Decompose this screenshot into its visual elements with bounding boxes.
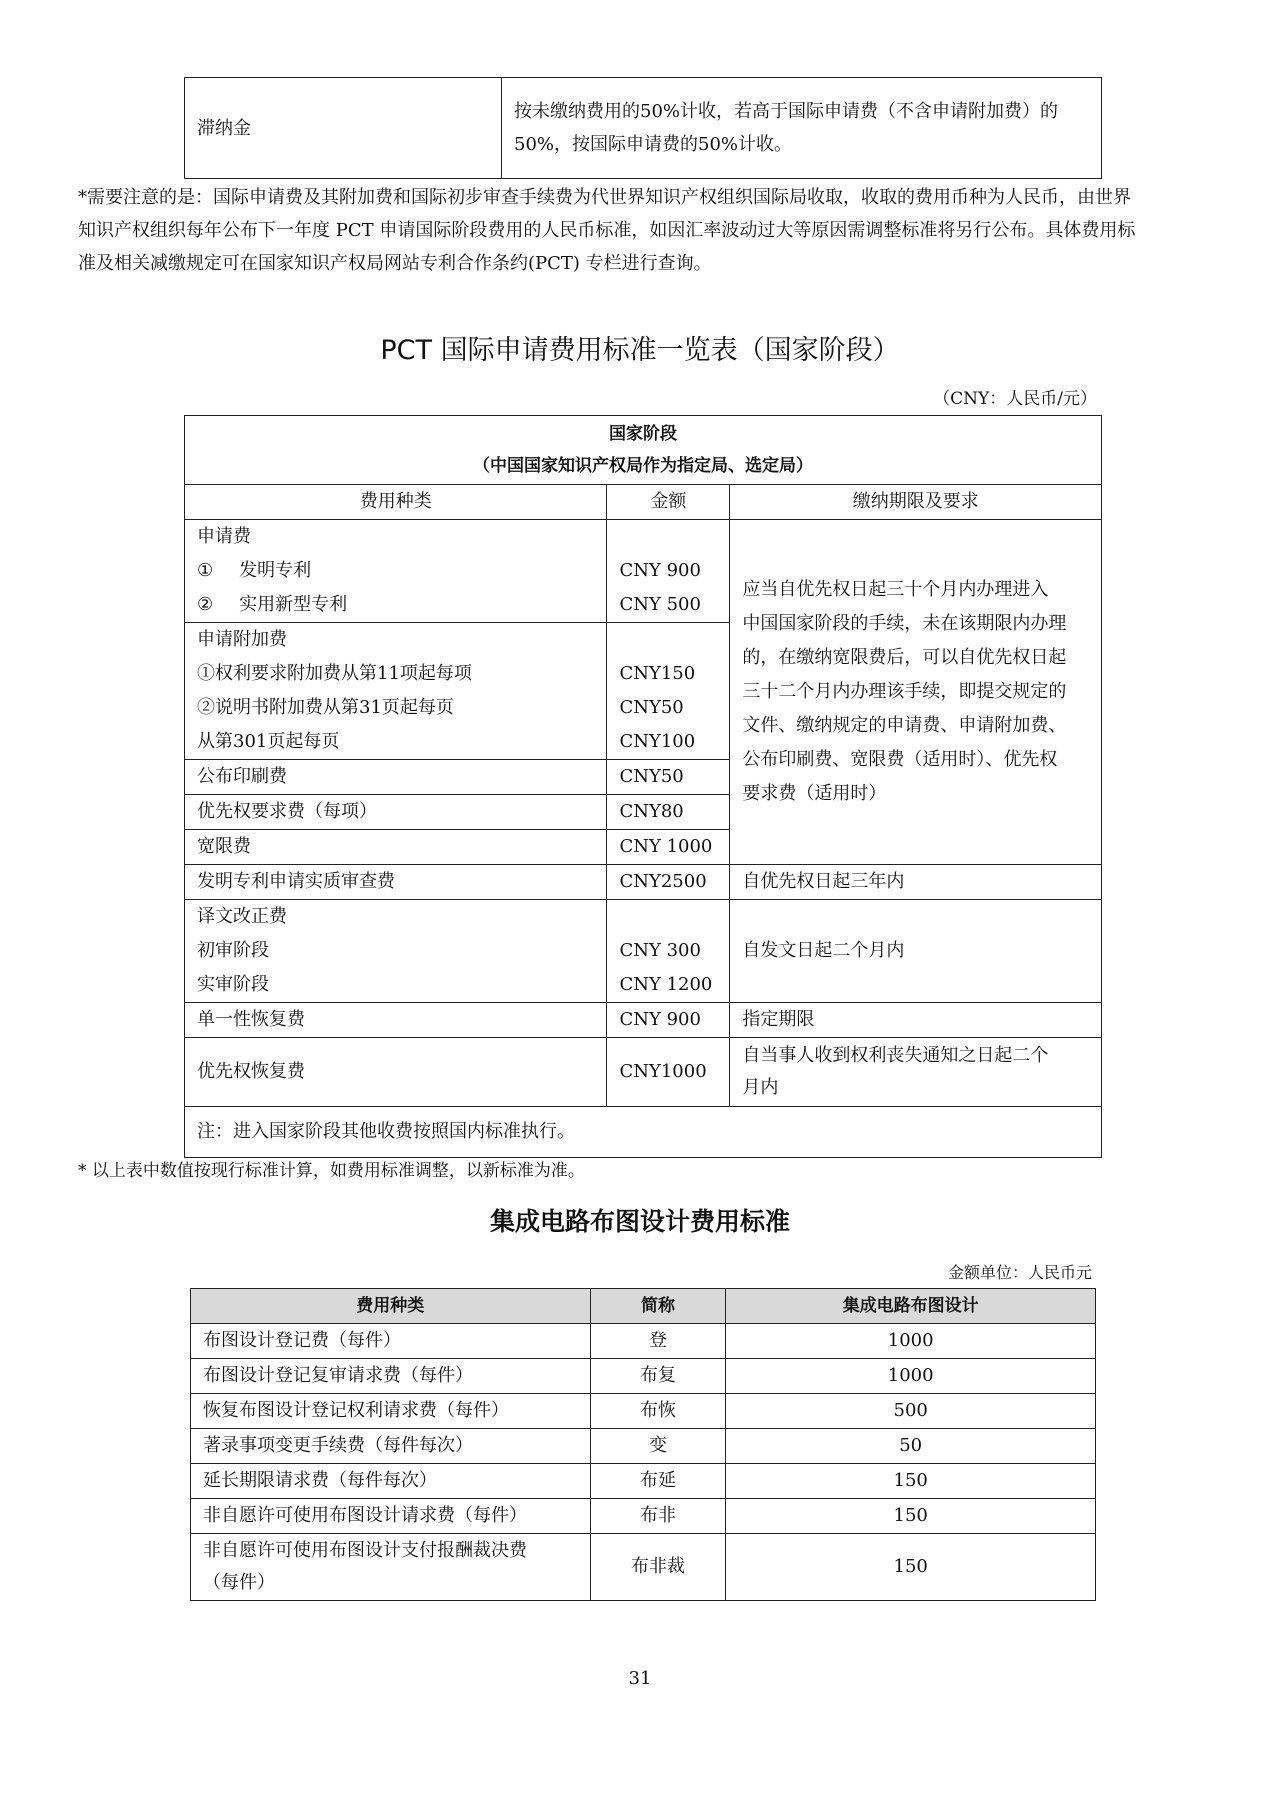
application-fee-cell	[185, 520, 607, 623]
translation-fee-cell	[185, 900, 607, 1003]
fee-abbr: 登	[590, 1324, 726, 1359]
header-amount: 金额	[607, 485, 730, 520]
note-line: 准及相关减缴规定可在国家知识产权局网站专利合作条约(PCT) 专栏进行查询。	[78, 253, 712, 274]
table-title-line2: （中国国家知识产权局作为指定局、选定局）	[473, 456, 813, 476]
note-line: 知识产权组织每年公布下一年度 PCT 申请国际阶段费用的人民币标准，如因汇率波动过大等原因需调整标准将另行公布。具体费用标	[78, 220, 1136, 241]
amount: CNY100	[619, 731, 696, 752]
table-row	[185, 78, 1102, 179]
fee-name: 著录事项变更手续费（每件每次）	[191, 1429, 591, 1464]
grace-fee-name: 宽限费	[185, 830, 607, 865]
priority-fee-name: 优先权要求费（每项）	[185, 795, 607, 830]
table-row	[191, 1429, 1096, 1464]
header-deadline: 缴纳期限及要求	[730, 485, 1102, 520]
fee-note-paragraph	[78, 181, 1210, 280]
table-note: 注：进入国家阶段其他收费按照国内标准执行。	[185, 1107, 1102, 1158]
table-row	[191, 1324, 1096, 1359]
item-number: ②	[197, 594, 214, 615]
fee-abbr: 布复	[590, 1359, 726, 1394]
header-ic-design: 集成电路布图设计	[726, 1289, 1096, 1324]
priority-restore-fee-deadline	[730, 1038, 1102, 1107]
fee-name: 非自愿许可使用布图设计请求费（每件）	[191, 1499, 591, 1534]
header-fee-type: 费用种类	[191, 1289, 591, 1324]
table-row	[185, 865, 1102, 900]
late-fee-desc-line2: 50%，按国际申请费的50%计收。	[514, 134, 793, 155]
item-name: ②说明书附加费从第31页起每页	[197, 697, 454, 718]
restore-fee-name: 单一性恢复费	[185, 1003, 607, 1038]
late-fee-description	[502, 78, 1102, 179]
item-number: ①	[197, 560, 214, 581]
table-title-row	[185, 416, 1102, 485]
deadline-line: 要求费（适用时）	[742, 783, 887, 804]
additional-fee-amounts	[607, 623, 730, 760]
table-row	[185, 1038, 1102, 1107]
pct-unit-label: （CNY：人民币/元）	[933, 389, 1097, 409]
fee-amount: 150	[726, 1499, 1096, 1534]
ic-section-title: 集成电路布图设计费用标准	[489, 1207, 790, 1236]
national-phase-deadline	[730, 520, 1102, 865]
deadline-line: 中国国家阶段的手续，未在该期限内办理	[742, 613, 1067, 634]
translation-fee-deadline: 自发文日起二个月内	[730, 900, 1102, 1003]
deadline-line: 公布印刷费、宽限费（适用时）、优先权	[742, 749, 1058, 770]
fee-name-line: （每件）	[203, 1572, 275, 1593]
grace-fee-amount: CNY 1000	[607, 830, 730, 865]
publication-fee-amount: CNY50	[607, 760, 730, 795]
fee-amount: 500	[726, 1394, 1096, 1429]
amount: CNY 500	[619, 594, 701, 615]
late-fee-desc-line1: 按未缴纳费用的50%计收，若高于国际申请费（不含申请附加费）的	[514, 101, 1059, 122]
late-fee-label: 滞纳金	[185, 78, 502, 179]
restore-fee-amount: CNY 900	[607, 1003, 730, 1038]
deadline-line: 自当事人收到权利丧失通知之日起二个	[742, 1045, 1049, 1066]
publication-fee-name: 公布印刷费	[185, 760, 607, 795]
priority-restore-fee-name: 优先权恢复费	[185, 1038, 607, 1107]
fee-abbr: 布恢	[590, 1394, 726, 1429]
amount: CNY150	[619, 663, 696, 684]
header-fee-type: 费用种类	[185, 485, 607, 520]
note-line: *需要注意的是：国际申请费及其附加费和国际初步审查手续费为代世界知识产权组织国际局收取，收取的费用币种为人民币，由世界	[78, 187, 1131, 208]
table-row	[191, 1499, 1096, 1534]
priority-restore-fee-amount: CNY1000	[607, 1038, 730, 1107]
pct-section-title: PCT 国际申请费用标准一览表（国家阶段）	[380, 335, 900, 366]
late-fee-table	[184, 77, 1102, 179]
header-row	[185, 485, 1102, 520]
table-title-line1: 国家阶段	[609, 424, 677, 444]
fee-name: 恢复布图设计登记权利请求费（每件）	[191, 1394, 591, 1429]
deadline-line: 的，在缴纳宽限费后，可以自优先权日起	[742, 647, 1067, 668]
additional-fee-label: 申请附加费	[197, 629, 287, 650]
table-row	[191, 1359, 1096, 1394]
amount: CNY 900	[619, 560, 701, 581]
fee-name: 延长期限请求费（每件每次）	[191, 1464, 591, 1499]
item-name: 初审阶段	[197, 940, 269, 961]
fee-abbr: 布延	[590, 1464, 726, 1499]
application-fee-amounts	[607, 520, 730, 623]
footnote: * 以上表中数值按现行标准计算，如费用标准调整，以新标准为准。	[78, 1161, 585, 1181]
fee-name	[191, 1534, 591, 1601]
item-name: 发明专利	[239, 560, 312, 581]
fee-amount: 150	[726, 1464, 1096, 1499]
table-row	[185, 1003, 1102, 1038]
fee-amount: 150	[726, 1534, 1096, 1601]
header-abbr: 简称	[590, 1289, 726, 1324]
restore-fee-deadline: 指定期限	[730, 1003, 1102, 1038]
table-row	[185, 520, 1102, 623]
header-row	[191, 1289, 1096, 1324]
table-title	[185, 416, 1102, 485]
fee-abbr: 布非	[590, 1499, 726, 1534]
amount: CNY 1200	[619, 974, 713, 995]
deadline-line: 文件、缴纳规定的申请费、申请附加费、	[742, 715, 1067, 736]
table-row	[185, 900, 1102, 1003]
fee-amount: 1000	[726, 1324, 1096, 1359]
page-number: 31	[628, 1668, 652, 1689]
exam-fee-name: 发明专利申请实质审查费	[185, 865, 607, 900]
fee-amount: 50	[726, 1429, 1096, 1464]
item-name: 从第301页起每页	[197, 731, 340, 752]
application-fee-label: 申请费	[197, 526, 251, 547]
table-row	[191, 1394, 1096, 1429]
ic-unit-label: 金额单位：人民币元	[947, 1263, 1092, 1282]
fee-abbr: 布非裁	[590, 1534, 726, 1601]
item-name: ①权利要求附加费从第11项起每项	[197, 663, 472, 684]
exam-fee-amount: CNY2500	[607, 865, 730, 900]
ic-fee-table	[190, 1288, 1096, 1601]
deadline-line: 应当自优先权日起三十个月内办理进入	[742, 579, 1049, 600]
pct-fee-table	[184, 415, 1102, 1158]
deadline-line: 三十二个月内办理该手续，即提交规定的	[742, 681, 1067, 702]
translation-fee-amounts	[607, 900, 730, 1003]
amount: CNY 300	[619, 940, 701, 961]
item-name: 实审阶段	[197, 974, 269, 995]
exam-fee-deadline: 自优先权日起三年内	[730, 865, 1102, 900]
item-name: 实用新型专利	[239, 594, 348, 615]
table-note-row	[185, 1107, 1102, 1158]
fee-name: 布图设计登记复审请求费（每件）	[191, 1359, 591, 1394]
fee-name: 布图设计登记费（每件）	[191, 1324, 591, 1359]
deadline-line: 月内	[742, 1077, 779, 1098]
additional-fee-cell	[185, 623, 607, 760]
table-row	[191, 1464, 1096, 1499]
translation-fee-label: 译文改正费	[197, 906, 287, 927]
table-row	[191, 1534, 1096, 1601]
fee-name-line: 非自愿许可使用布图设计支付报酬裁决费	[203, 1540, 527, 1561]
priority-fee-amount: CNY80	[607, 795, 730, 830]
fee-amount: 1000	[726, 1359, 1096, 1394]
amount: CNY50	[619, 697, 684, 718]
fee-abbr: 变	[590, 1429, 726, 1464]
